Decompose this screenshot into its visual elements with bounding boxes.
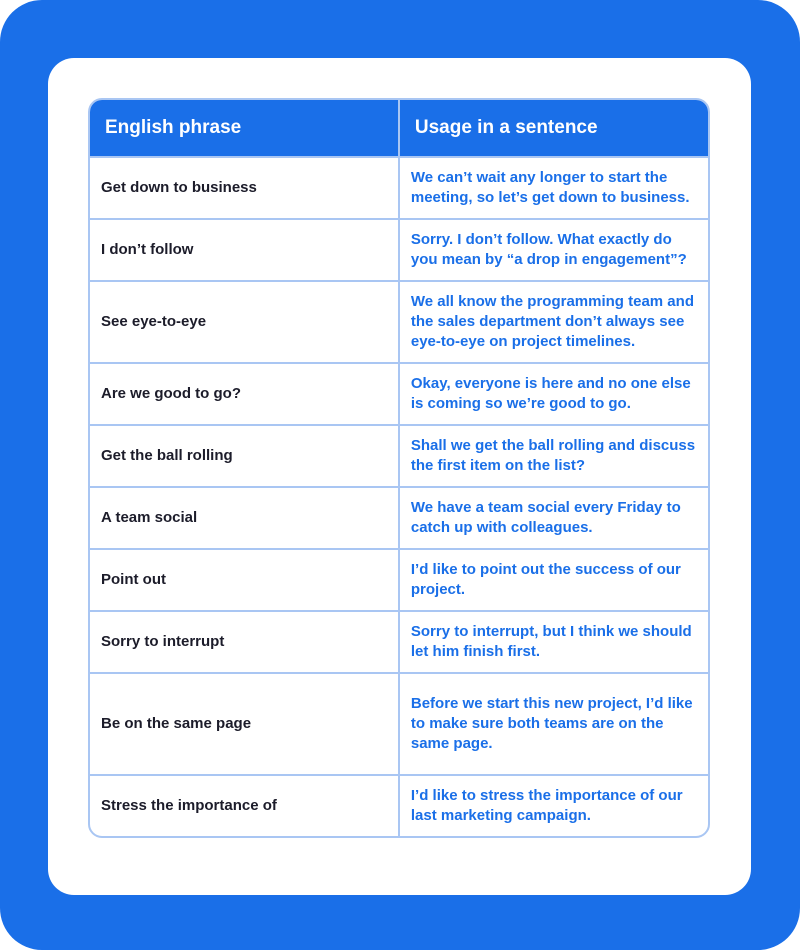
table-row	[90, 157, 708, 219]
table-row	[90, 775, 708, 836]
table-row	[90, 363, 708, 425]
header-english-phrase: English phrase	[90, 100, 399, 157]
usage-cell: We can’t wait any longer to start the meeting, so let’s get down to business.	[399, 157, 708, 219]
phrase-cell: A team social	[90, 487, 399, 549]
usage-cell: Before we start this new project, I’d like to make sure both teams are on the same page.	[399, 673, 708, 775]
phrase-cell: Sorry to interrupt	[90, 611, 399, 673]
table-row	[90, 611, 708, 673]
phrase-cell: I don’t follow	[90, 219, 399, 281]
phrase-cell: Get the ball rolling	[90, 425, 399, 487]
phrase-cell: Are we good to go?	[90, 363, 399, 425]
usage-cell: Okay, everyone is here and no one else is coming so we’re good to go.	[399, 363, 708, 425]
usage-cell: Shall we get the ball rolling and discuss the first item on the list?	[399, 425, 708, 487]
phrase-cell: See eye-to-eye	[90, 281, 399, 363]
table-row	[90, 549, 708, 611]
table-row	[90, 673, 708, 775]
usage-cell: We have a team social every Friday to catch up with colleagues.	[399, 487, 708, 549]
usage-cell: I’d like to point out the success of our project.	[399, 549, 708, 611]
table-row	[90, 219, 708, 281]
usage-cell: Sorry. I don’t follow. What exactly do you mean by “a drop in engagement”?	[399, 219, 708, 281]
table-header-row	[90, 100, 708, 157]
phrase-cell: Stress the importance of	[90, 775, 399, 836]
phrase-cell: Be on the same page	[90, 673, 399, 775]
table-row	[90, 425, 708, 487]
phrase-cell: Get down to business	[90, 157, 399, 219]
content-card	[48, 58, 751, 895]
usage-cell: We all know the programming team and the sales department don’t always see eye-to-eye on project timelines.	[399, 281, 708, 363]
usage-cell: Sorry to interrupt, but I think we should let him finish first.	[399, 611, 708, 673]
phrase-cell: Point out	[90, 549, 399, 611]
phrases-table	[90, 100, 708, 836]
table-row	[90, 487, 708, 549]
header-usage-in-sentence: Usage in a sentence	[399, 100, 708, 157]
table-row	[90, 281, 708, 363]
phrases-table-container	[88, 98, 710, 838]
usage-cell: I’d like to stress the importance of our last marketing campaign.	[399, 775, 708, 836]
